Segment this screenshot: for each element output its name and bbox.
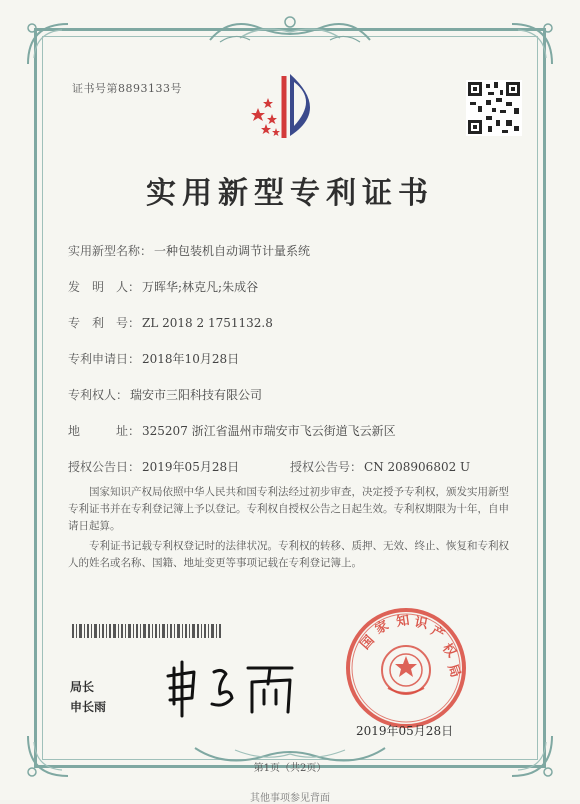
page-indicator: 第1页（共2页） — [253, 763, 327, 774]
signatory-title: 局长 — [70, 680, 95, 694]
field-label: 专 利 号： — [68, 316, 141, 330]
legal-paragraph-2: 专利证书记载专利权登记时的法律状况。专利权的转移、质押、无效、终止、恢复和专利权人的姓名或名称、国籍、地址变更等事项记载在专利登记簿上。 — [68, 540, 509, 569]
field-utility-model-name — [68, 242, 310, 259]
legal-paragraph-1: 国家知识产权局依照中华人民共和国专利法经过初步审查，决定授予专利权，颁发实用新型专利证书并在专利登记簿上予以登记。专利权自授权公告之日起生效。专利权期限为十年，自申请日起算。 — [68, 486, 509, 532]
field-value: 一种包装机自动调节计量系统 — [154, 244, 311, 258]
corner-ornament-top-right — [502, 14, 562, 74]
qr-code-icon — [466, 80, 522, 136]
cnipa-logo-icon — [244, 70, 336, 142]
svg-text:识: 识 — [413, 615, 429, 633]
field-value: CN 208906802 U — [364, 460, 471, 474]
seal-date: 2019年05月28日 — [356, 724, 454, 738]
corner-ornament-top-left — [18, 14, 78, 74]
svg-text:权: 权 — [438, 640, 459, 661]
field-label: 专利权人： — [68, 388, 129, 402]
field-patentee — [68, 386, 262, 403]
field-value: 瑞安市三阳科技有限公司 — [130, 388, 263, 402]
footer-note: 其他事项参见背面 — [250, 793, 330, 804]
field-application-date — [68, 350, 239, 367]
field-value: 2019年05月28日 — [142, 460, 240, 474]
top-ornament — [200, 10, 380, 46]
field-label: 地 址： — [68, 424, 141, 438]
field-label: 实用新型名称： — [68, 244, 153, 258]
svg-text:家: 家 — [372, 618, 392, 638]
corner-ornament-bottom-right — [502, 726, 562, 786]
certificate-title: 实用新型专利证书 — [146, 176, 434, 211]
svg-text:局: 局 — [444, 662, 463, 680]
field-label: 授权公告号： — [290, 460, 363, 474]
field-value: ZL 2018 2 1751132.8 — [142, 316, 273, 330]
field-value: 2018年10月28日 — [142, 352, 240, 366]
field-grant-date — [68, 458, 239, 475]
field-address — [68, 422, 396, 439]
certificate-number: 证书号第8893133号 — [72, 82, 182, 95]
barcode-icon — [72, 624, 222, 638]
field-value: 325207 浙江省温州市瑞安市飞云街道飞云新区 — [142, 424, 396, 438]
field-label: 授权公告日： — [68, 460, 141, 474]
svg-text:产: 产 — [428, 623, 447, 643]
field-inventors — [68, 278, 258, 295]
field-label: 专利申请日： — [68, 352, 141, 366]
svg-text:国: 国 — [357, 632, 378, 653]
field-value: 万晖华;林克凡;朱成谷 — [142, 280, 259, 294]
field-label: 发 明 人： — [68, 280, 141, 294]
handwritten-signature — [160, 654, 310, 724]
corner-ornament-bottom-left — [18, 726, 78, 786]
field-grant-publication-number — [290, 458, 470, 475]
official-seal-stamp — [344, 606, 468, 730]
field-patent-number — [68, 314, 273, 331]
bottom-ornament — [185, 742, 395, 772]
signatory-name: 申长雨 — [70, 700, 107, 714]
svg-text:知: 知 — [395, 613, 411, 630]
